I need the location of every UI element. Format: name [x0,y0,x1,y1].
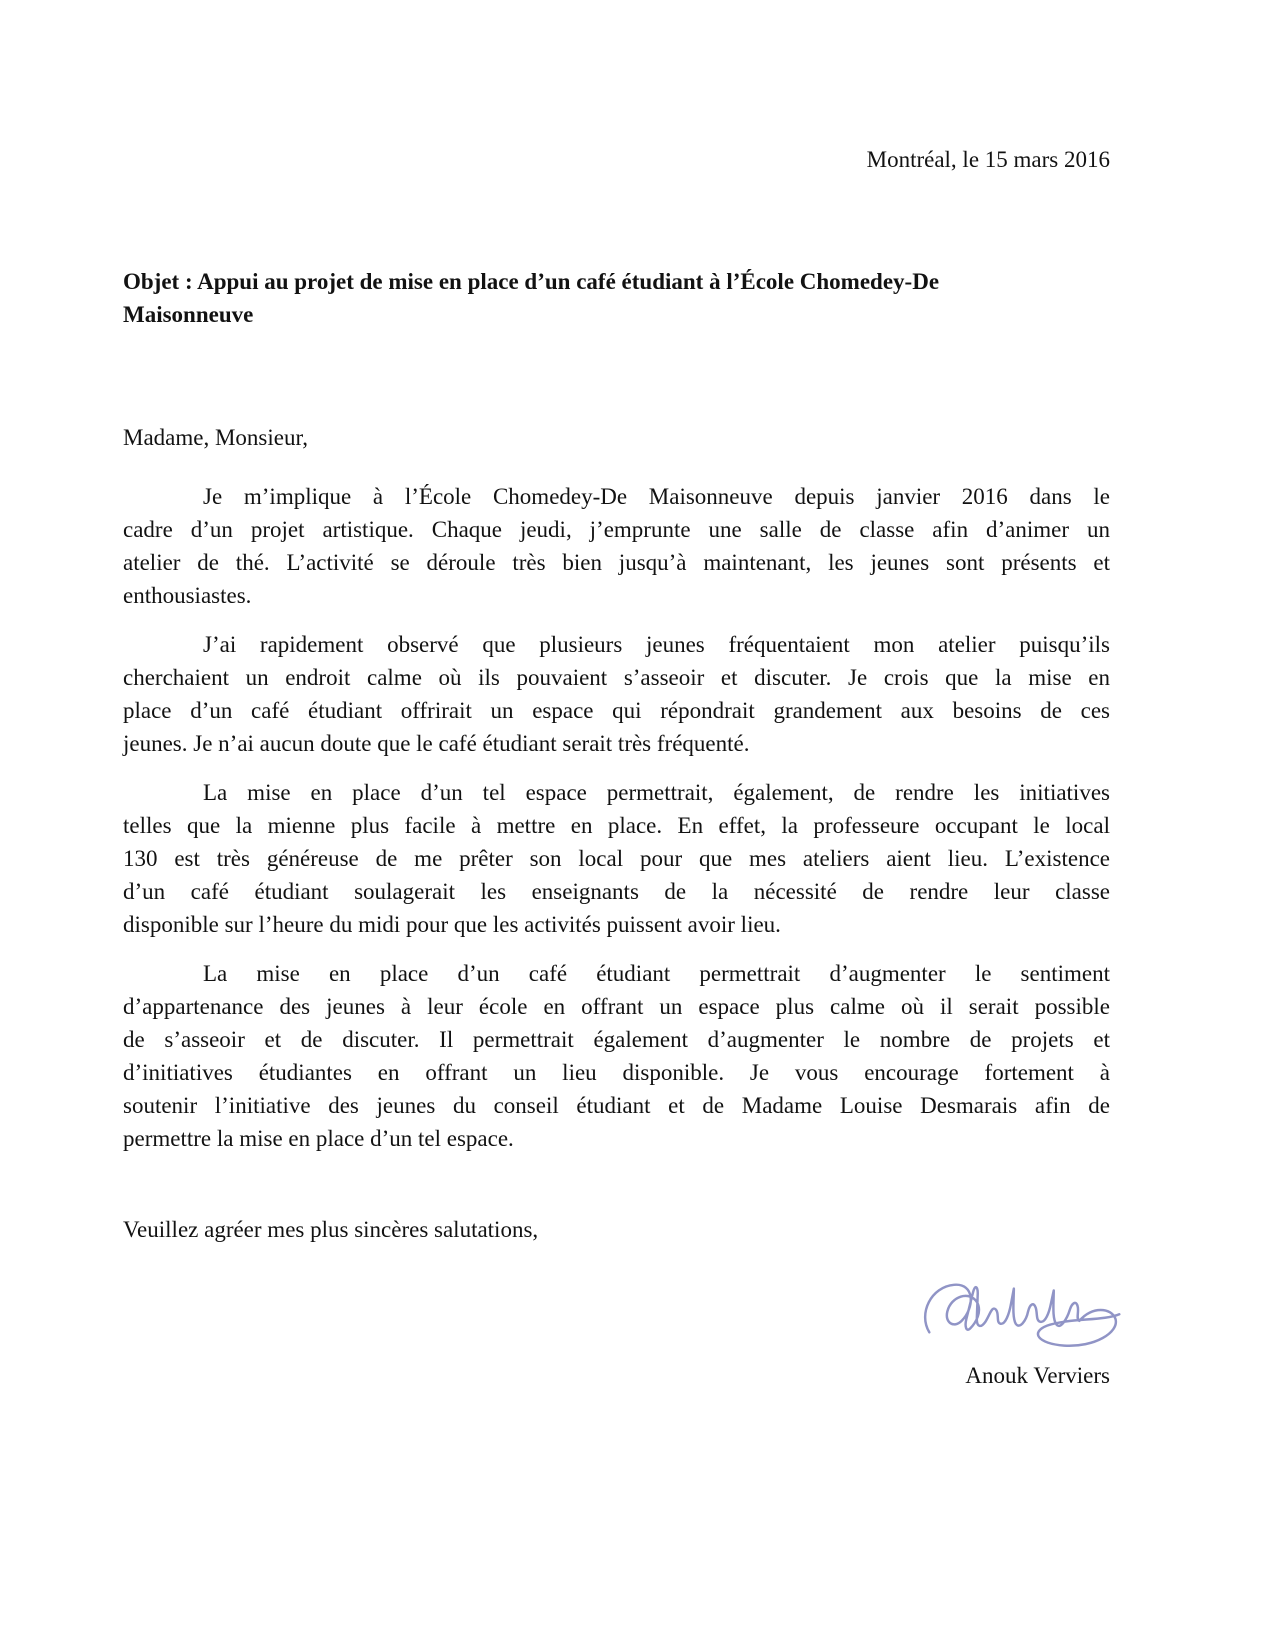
paragraph-line: telles que la mienne plus facile à mettre en place. En effet, la professeure occupant le local [123,813,1110,838]
paragraph-line: cadre d’un projet artistique. Chaque jeudi, j’emprunte une salle de classe afin d’animer un [123,517,1110,542]
subject-line-2: Maisonneuve [123,302,254,327]
paragraph-line: place d’un café étudiant offrirait un espace qui répondrait grandement aux besoins de ces [123,698,1110,723]
paragraph [123,480,1110,612]
paragraph-line: jeunes. Je n’ai aucun doute que le café étudiant serait très fréquenté. [123,731,750,756]
paragraph-line: J’ai rapidement observé que plusieurs jeunes fréquentaient mon atelier puisqu’ils [203,632,1110,657]
body-paragraphs [123,480,1110,1155]
paragraph-line: soutenir l’initiative des jeunes du conseil étudiant et de Madame Louise Desmarais afin de [123,1093,1110,1118]
date-line: Montréal, le 15 mars 2016 [866,147,1110,172]
paragraph-line: La mise en place d’un café étudiant permettrait d’augmenter le sentiment [203,961,1110,986]
paragraph-line: enthousiastes. [123,583,252,608]
paragraph [123,776,1110,941]
salutation: Madame, Monsieur, [123,425,308,450]
paragraph-line: d’initiatives étudiantes en offrant un lieu disponible. Je vous encourage fortement à [123,1060,1110,1085]
signature-block [123,1262,1110,1357]
paragraph-line: permettre la mise en place d’un tel espace. [123,1126,514,1151]
handwritten-signature-icon [913,1262,1128,1357]
paragraph [123,957,1110,1155]
paragraph-line: 130 est très généreuse de me prêter son local pour que mes ateliers aient lieu. L’existence [123,846,1110,871]
paragraph-line: atelier de thé. L’activité se déroule très bien jusqu’à maintenant, les jeunes sont présents et [123,550,1110,575]
paragraph-line: d’appartenance des jeunes à leur école en offrant un espace plus calme où il serait possible [123,994,1110,1019]
paragraph-line: La mise en place d’un tel espace permettrait, également, de rendre les initiatives [203,780,1110,805]
subject-line-1: Objet : Appui au projet de mise en place d’un café étudiant à l’École Chomedey-De [123,269,940,294]
subject-block [123,265,1110,331]
paragraph-line: d’un café étudiant soulagerait les enseignants de la nécessité de rendre leur classe [123,879,1110,904]
paragraph-line: disponible sur l’heure du midi pour que les activités puissent avoir lieu. [123,912,781,937]
closing-line: Veuillez agréer mes plus sincères salutations, [123,1217,539,1242]
letter-content [0,143,1275,1392]
paragraph [123,628,1110,760]
signer-name: Anouk Verviers [965,1363,1110,1388]
paragraph-line: Je m’implique à l’École Chomedey-De Maisonneuve depuis janvier 2016 dans le [203,484,1110,509]
paragraph-line: cherchaient un endroit calme où ils pouvaient s’asseoir et discuter. Je crois que la mise en [123,665,1110,690]
paragraph-line: de s’asseoir et de discuter. Il permettrait également d’augmenter le nombre de projets et [123,1027,1110,1052]
